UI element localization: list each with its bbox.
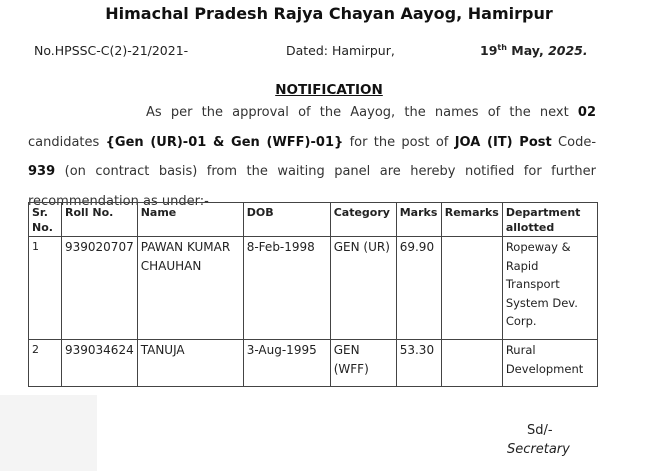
document-title: Himachal Pradesh Rajya Chayan Aayog, Hamirpur (105, 4, 553, 23)
cell-marks: 69.90 (396, 237, 441, 340)
post-code: 939 (28, 164, 56, 179)
cell-department: Ropeway & Rapid Transport System Dev. Corp. (502, 237, 597, 340)
cell-department: Rural Development (502, 340, 597, 387)
cell-remarks (441, 237, 502, 340)
date-month: May, (506, 43, 549, 59)
cell-dob: 3-Aug-1995 (243, 340, 330, 387)
candidates-table (28, 202, 598, 387)
para-text-5: (on contract basis) from the waiting panel are hereby notified for further recommendation as under:- (28, 164, 596, 209)
para-text-3: for the post of (343, 134, 455, 150)
date-day: 19 (480, 43, 498, 59)
signature-sd: Sd/- (527, 423, 553, 438)
cell-roll: 939020707 (62, 237, 138, 340)
cell-sr: 1 (29, 237, 62, 340)
cell-dob: 8-Feb-1998 (243, 237, 330, 340)
header-category: Category (330, 203, 396, 237)
notification-heading: NOTIFICATION (275, 82, 383, 98)
category-breakdown: {Gen (UR)-01 & Gen (WFF)-01} (105, 134, 344, 150)
cell-roll: 939034624 (62, 340, 138, 387)
cell-category: GEN (UR) (330, 237, 396, 340)
date-year: 2025. (548, 43, 588, 59)
issue-date (480, 43, 588, 58)
table-row (29, 237, 598, 340)
shaded-corner (0, 395, 97, 471)
header-roll: Roll No. (62, 203, 138, 237)
para-text-1: As per the approval of the Aayog, the names of the next (146, 105, 578, 120)
table-row (29, 340, 598, 387)
header-dob: DOB (243, 203, 330, 237)
header-sr: Sr. No. (29, 203, 62, 237)
notification-paragraph (28, 98, 596, 216)
cell-name: TANUJA (137, 340, 243, 387)
cell-sr: 2 (29, 340, 62, 387)
header-remarks: Remarks (441, 203, 502, 237)
post-name: JOA (IT) Post (454, 134, 552, 150)
para-text-4: Code- (551, 134, 597, 150)
dated-label: Dated: Hamirpur, (286, 43, 395, 58)
cell-remarks (441, 340, 502, 387)
reference-number: No.HPSSC-C(2)-21/2021- (34, 43, 189, 58)
para-text-2: candidates (28, 134, 106, 150)
signatory-designation: Secretary (507, 442, 570, 457)
table-header-row (29, 203, 598, 237)
header-name: Name (137, 203, 243, 237)
header-marks: Marks (396, 203, 441, 237)
date-day-suffix: th (497, 43, 507, 52)
header-department: Department allotted (502, 203, 597, 237)
cell-marks: 53.30 (396, 340, 441, 387)
cell-name: PAWAN KUMAR CHAUHAN (137, 237, 243, 340)
cell-category: GEN (WFF) (330, 340, 396, 387)
candidate-count: 02 (577, 105, 596, 120)
